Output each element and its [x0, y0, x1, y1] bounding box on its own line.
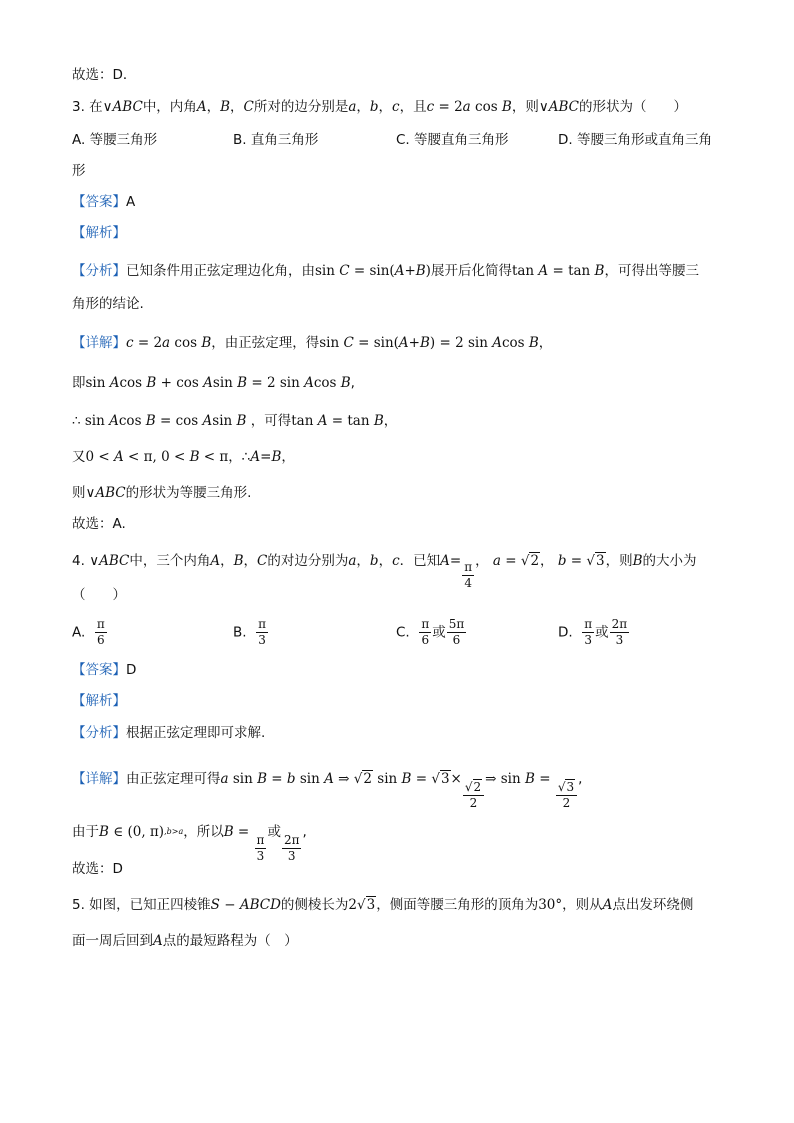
question-4-paren: （ ） — [72, 587, 126, 603]
q4-analysis: 【分析】根据正弦定理即可求解. — [72, 725, 266, 741]
q3-detail-line-5: 则∨ABC的形状为等腰三角形. — [72, 485, 252, 501]
q4-option-b: B. $\frac{\pi}{3}$ — [233, 617, 267, 647]
q3-final-choice: 故选：A. — [72, 516, 126, 532]
question-5-line-1: 5. 如图，已知正四棱锥S − ABCD的侧棱长为2√3，侧面等腰三角形的顶角为30°，则从A点出发环绕侧 — [72, 897, 694, 913]
q3-detail-line-3: ∴ sin Acos B = cos Asin B ，可得tan A = tan B， — [72, 413, 398, 429]
q3-option-c: C. 等腰直角三角形 — [396, 132, 509, 148]
q3-detail-line-2: 即sin Acos B + cos Asin B = 2 sin Acos B, — [72, 375, 355, 391]
q4-answer: 【答案】D — [72, 662, 137, 678]
q4-final-choice: 故选：D — [72, 861, 123, 877]
q3-answer: 【答案】A — [72, 194, 136, 210]
q3-analysis-line-2: 角形的结论. — [72, 296, 144, 312]
question-5-line-2: 面一周后回到A点的最短路程为（ ） — [72, 933, 298, 949]
q3-option-a: A. 等腰三角形 — [72, 132, 158, 148]
prev-answer-line: 故选：D． — [72, 67, 137, 83]
question-4-stem: 4. ∨ABC中，三个内角A，B，C的对边分别为a，b，c．已知A= $\frac{\pi}{4}$ ， a = √2， b = √3，则B的大小为 — [72, 553, 697, 590]
q3-option-b: B. 直角三角形 — [233, 132, 319, 148]
q4-detail-line-1: 【详解】由正弦定理可得a sin B = b sin A ⇒ √2 sin B = √3× $\frac{√2}{2}$ ⇒ sin B = $\frac{√3}{2}$ , — [72, 771, 583, 810]
q3-detail-line-4: 又0 < A < π, 0 < B < π，∴A=B， — [72, 449, 295, 465]
q3-detail-line-1: 【详解】c = 2a cos B，由正弦定理，得sin C = sin(A+B) = 2 sin Acos B， — [72, 335, 553, 351]
q4-option-a: A. $\frac{\pi}{6}$ — [72, 617, 105, 647]
question-3-stem: 3. 在∨ABC中，内角A，B，C所对的边分别是a，b，c，且c = 2a cos B，则∨ABC的形状为（ ） — [72, 99, 687, 115]
q4-option-c: C. $\frac{\pi}{6}$ 或 $\frac{5\pi}{6}$ — [396, 617, 465, 647]
q4-detail-line-2: 由于B ∈ (0, π),b>a，所以B = $\frac{\pi}{3}$ 或 $\frac{2\pi}{3}$ , — [72, 824, 307, 863]
q4-jiexi-heading: 【解析】 — [72, 693, 126, 709]
q3-jiexi-heading: 【解析】 — [72, 225, 126, 241]
q3-option-d: D. 等腰三角形或直角三角 — [558, 132, 712, 148]
q3-option-d-continued: 形 — [72, 163, 86, 179]
q4-option-d: D. $\frac{\pi}{3}$ 或 $\frac{2\pi}{3}$ — [558, 617, 628, 647]
q3-analysis-line-1: 【分析】已知条件用正弦定理边化角，由sin C = sin(A+B)展开后化简得tan A = tan B，可得出等腰三 — [72, 263, 699, 279]
